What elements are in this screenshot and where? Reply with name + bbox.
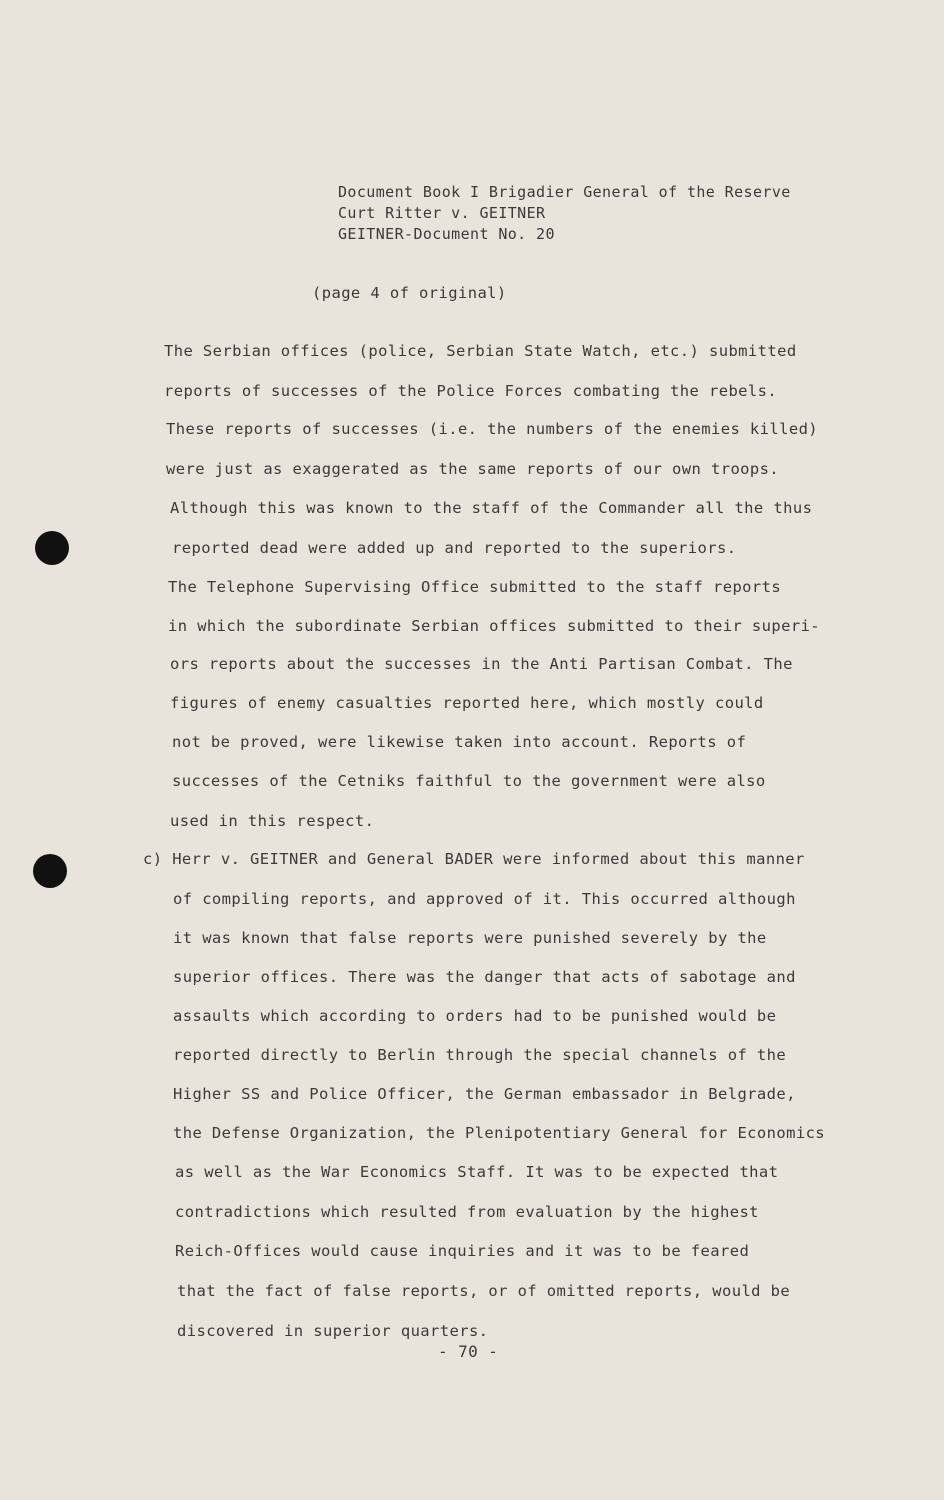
text-line: discovered in superior quarters. — [177, 1322, 489, 1340]
text-line: superior offices. There was the danger that acts of sabotage and — [173, 968, 796, 986]
header-line: Document Book I Brigadier General of the Reserve — [338, 183, 791, 201]
text-line: The Serbian offices (police, Serbian State Watch, etc.) submitted — [164, 342, 797, 360]
text-line: were just as exaggerated as the same reports of our own troops. — [166, 460, 780, 478]
text-line: Higher SS and Police Officer, the German embassador in Belgrade, — [173, 1085, 796, 1103]
text-line: contradictions which resulted from evaluation by the highest — [175, 1203, 759, 1221]
text-line: ors reports about the successes in the Anti Partisan Combat. The — [170, 655, 793, 673]
text-line: reports of successes of the Police Forces combating the rebels. — [164, 382, 778, 400]
header-line: Curt Ritter v. GEITNER — [338, 204, 546, 222]
text-line: as well as the War Economics Staff. It was to be expected that — [175, 1163, 779, 1181]
text-line: in which the subordinate Serbian offices submitted to their superi- — [168, 617, 821, 635]
text-line: Although this was known to the staff of the Commander all the thus — [170, 499, 813, 517]
text-line: it was known that false reports were punished severely by the — [173, 929, 767, 947]
header-line: GEITNER-Document No. 20 — [338, 225, 555, 243]
text-line: successes of the Cetniks faithful to the government were also — [172, 772, 766, 790]
text-line: used in this respect. — [170, 812, 375, 830]
text-line: reported dead were added up and reported to the superiors. — [172, 539, 737, 557]
text-line: figures of enemy casualties reported here, which mostly could — [170, 694, 764, 712]
text-line: These reports of successes (i.e. the numbers of the enemies killed) — [166, 420, 819, 438]
text-line: not be proved, were likewise taken into account. Reports of — [172, 733, 747, 751]
text-line: Reich-Offices would cause inquiries and it was to be feared — [175, 1242, 750, 1260]
text-line: of compiling reports, and approved of it. This occurred although — [173, 890, 796, 908]
text-line: that the fact of false reports, or of omitted reports, would be — [177, 1282, 791, 1300]
text-line: reported directly to Berlin through the special channels of the — [173, 1046, 787, 1064]
text-line: c) Herr v. GEITNER and General BADER were informed about this manner — [143, 850, 805, 868]
page-number: - 70 - — [438, 1342, 499, 1361]
page-reference: (page 4 of original) — [312, 284, 507, 302]
text-line: the Defense Organization, the Plenipotentiary General for Economics — [173, 1124, 826, 1142]
text-line: The Telephone Supervising Office submitted to the staff reports — [168, 578, 782, 596]
punch-hole — [35, 531, 69, 565]
text-line: assaults which according to orders had to be punished would be — [173, 1007, 777, 1025]
punch-hole — [33, 854, 67, 888]
